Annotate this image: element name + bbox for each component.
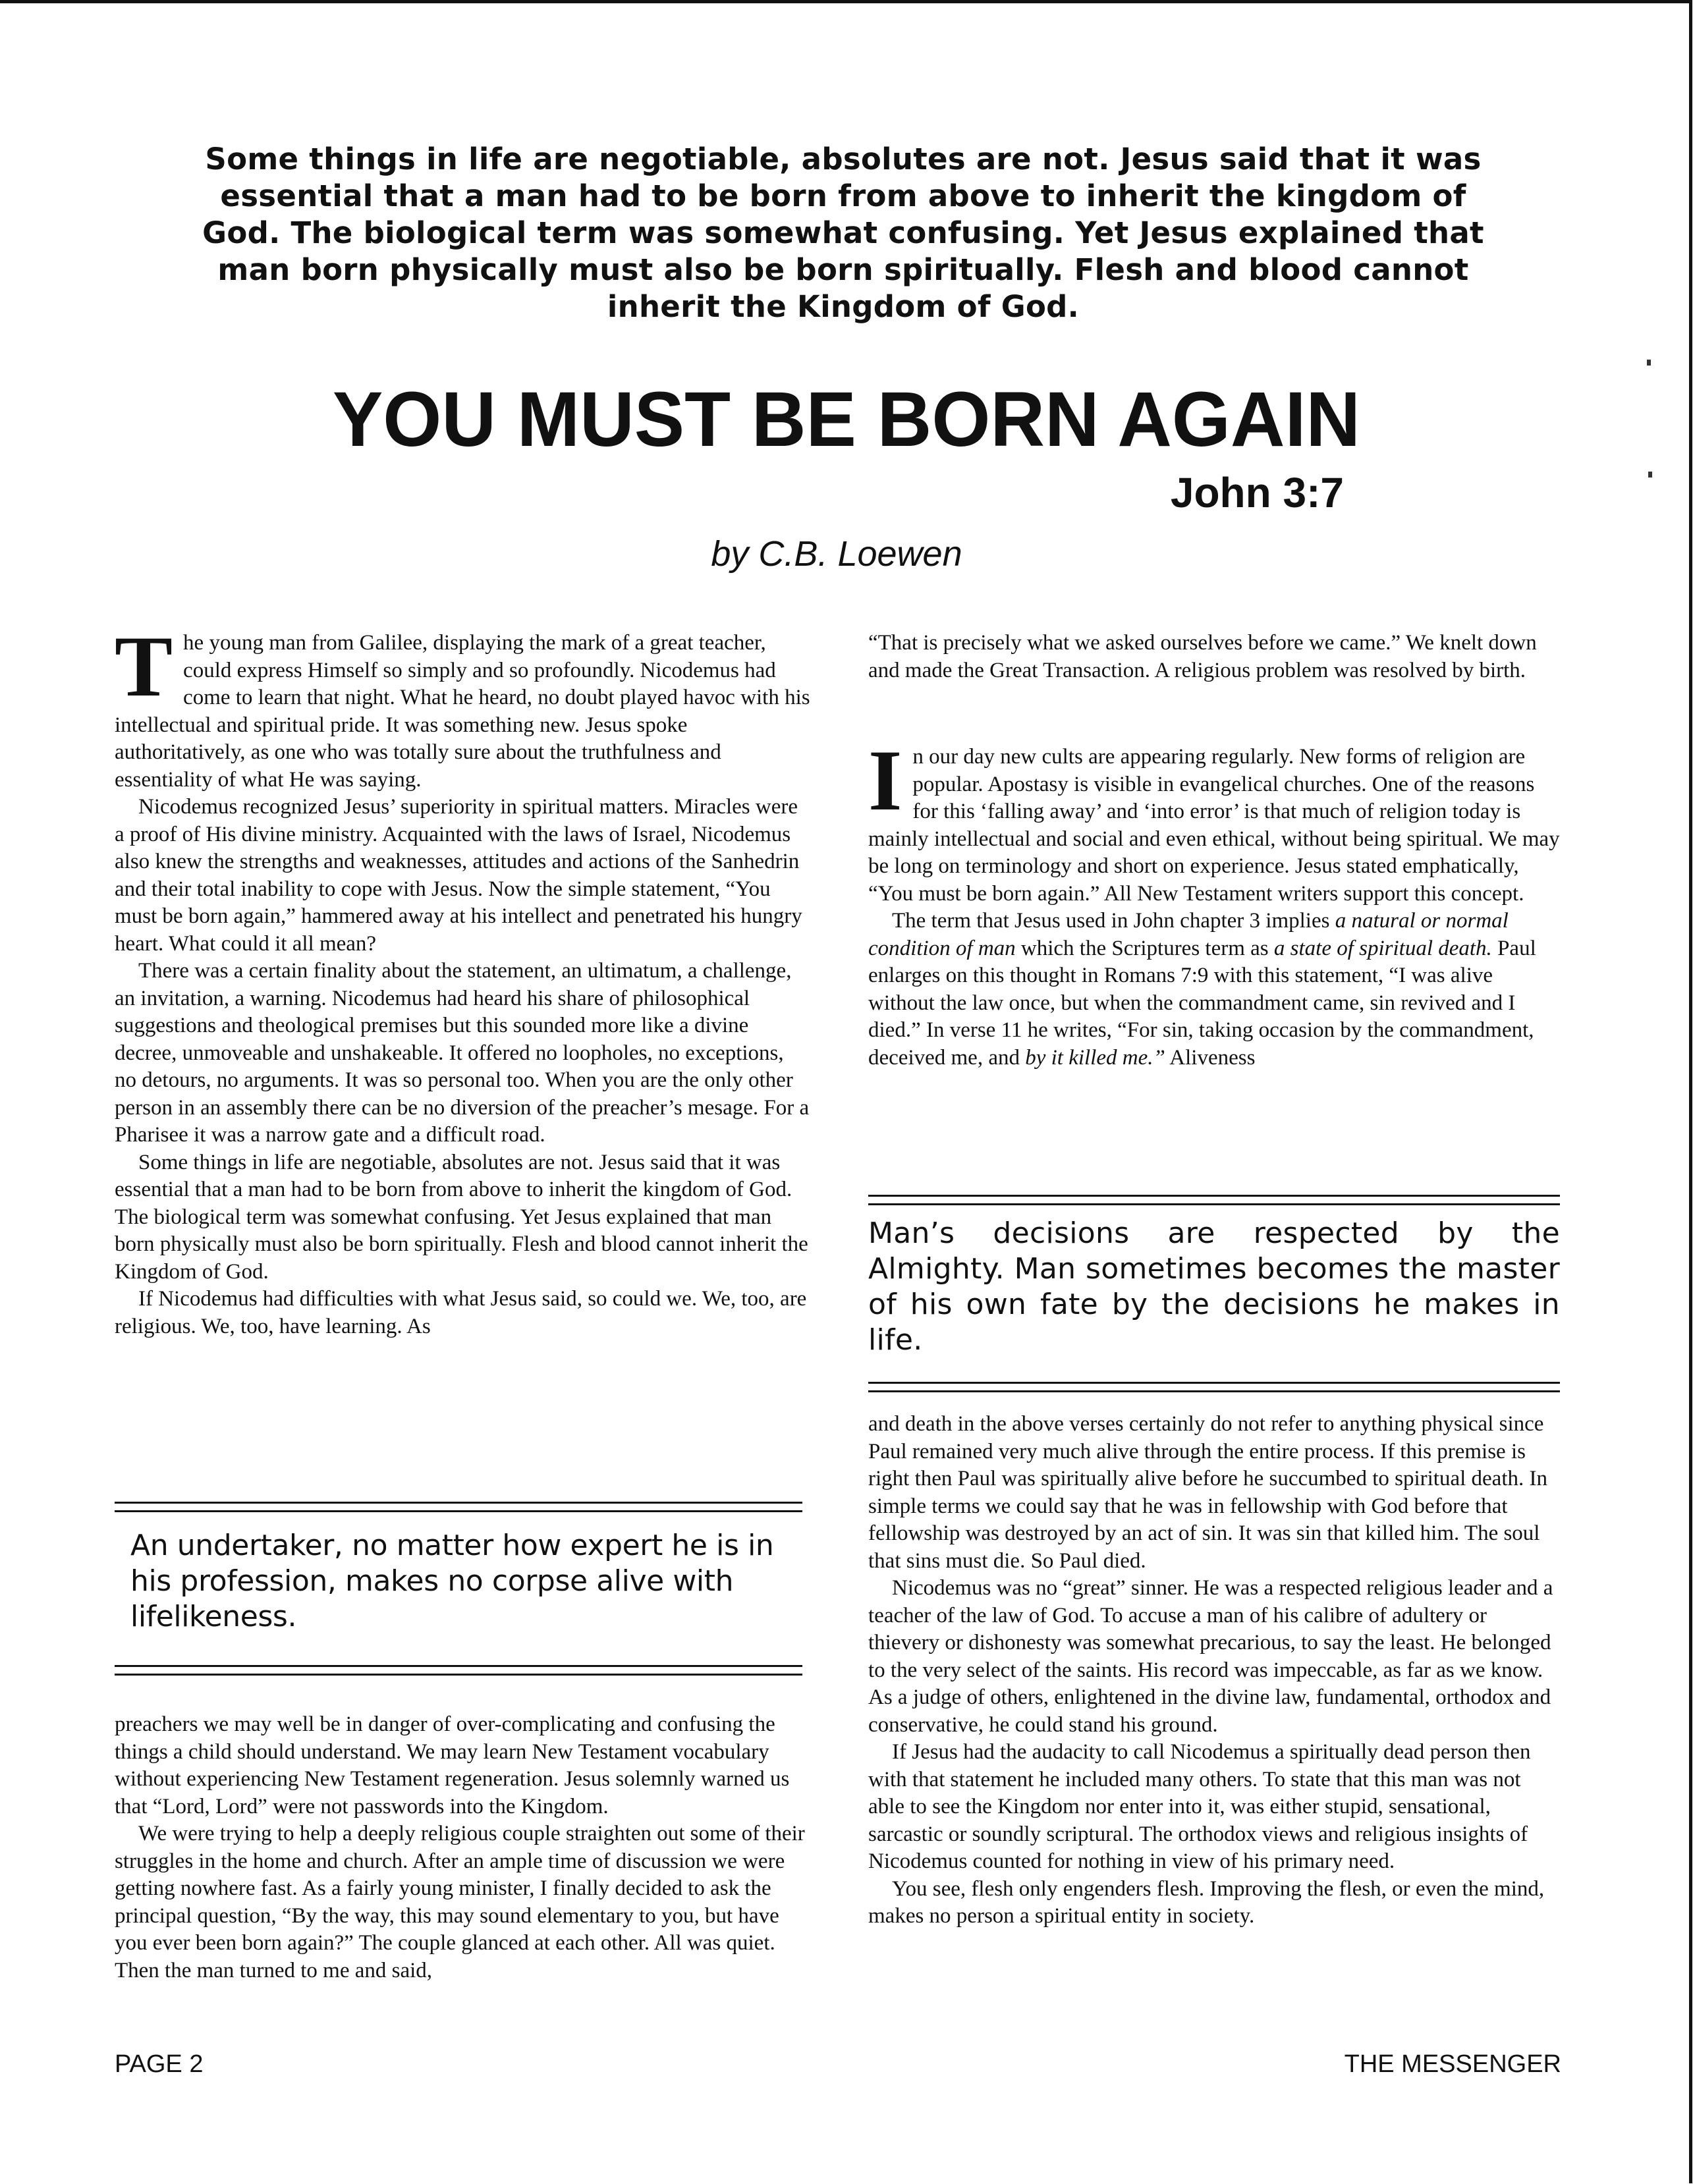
emphasis: a natural or normal condition of man — [868, 909, 1509, 960]
pull-quote-right: Man’s decisions are respected by the Almighty. Man sometimes becomes the master of his own fate by the decisions he makes in life. — [868, 1216, 1560, 1357]
section-spacer — [868, 684, 1561, 744]
paragraph: Some things in life are negotiable, absolutes are not. Jesus said that it was essential that a man had to be born from above to inherit the kingdom of God. The biological term was somewhat confusing. Yet Jesus explained that man born physically must also be born spiritually. Flesh and blood cannot inherit the Kingdom of God. — [115, 1150, 808, 1284]
paragraph: There was a certain finality about the statement, an ultimatum, a challenge, an invitation, a warning. Nicodemus had heard his share of philosophical suggestions and theological premises but this sounded more like a divine decree, unmoveable and unshakeable. It offered no loopholes, no exceptions, no detours, no arguments. It was so personal too. When you are the only other person in an assembly there can be no diversion of the preacher’s mesage. For a Pharisee it was a narrow gate and a difficult road. — [115, 959, 810, 1147]
paragraph: and death in the above verses certainly do not refer to anything physical since Paul remained very much alive through the entire process. If this premise is right then Paul was spiritually alive before he succumbed to spiritual death. In simple terms we could say that he was in fellowship with God before that fellowship was destroyed by an act of sin. It was sin that killed him. The soul that sins must die. So Paul died. — [868, 1412, 1547, 1573]
text-run: The term that Jesus used in John chapter 3 implies — [892, 909, 1335, 933]
intro-blurb: Some things in life are negotiable, absolutes are not. Jesus said that it was essential that a man had to be born from above to inherit the kingdom of God. The biological term was somewhat confusing. Yet Jesus explained that man born physically must also be born spiritually. Flesh and blood cannot inherit the Kingdom of God. — [202, 142, 1484, 324]
paragraph — [868, 908, 1561, 1072]
paragraph: If Nicodemus had difficulties with what Jesus said, so could we. We, too, are religious. We, too, have learning. As — [115, 1287, 807, 1338]
scan-speck — [1648, 472, 1652, 478]
paragraph: If Jesus had the audacity to call Nicodemus a spiritually dead person then with that statement he included many others. To state that this man was not able to see the Kingdom nor enter into it, was either stupid, sensational, sarcastic or soundly scriptural. The orthodox views and religious insights of Nicodemus counted for nothing in view of his primary need. — [868, 1740, 1531, 1873]
drop-cap: I — [868, 732, 902, 829]
paragraph: “That is precisely what we asked ourselves before we came.” We knelt down and made the Great Transaction. A religious problem was resolved by birth. — [868, 631, 1537, 682]
divider-rule — [868, 1195, 1560, 1197]
divider-rule — [868, 1203, 1560, 1205]
pull-quote-left: An undertaker, no matter how expert he is in his profession, makes no corpse alive with lifelikeness. — [130, 1529, 774, 1633]
column-2-top — [868, 630, 1561, 1072]
paragraph — [115, 618, 810, 794]
page-number: PAGE 2 — [115, 2050, 204, 2078]
article-title: YOU MUST BE BORN AGAIN — [332, 376, 1361, 463]
paragraph: You see, flesh only engenders flesh. Improving the flesh, or even the mind, makes no person a spiritual entity in society. — [868, 1876, 1545, 1928]
publication-name: THE MESSENGER — [1344, 2050, 1561, 2078]
paragraph-text: n our day new cults are appearing regularly. New forms of religion are popular. Apostasy is visible in evangelical churches. One of the reasons for this ‘falling away’ and ‘into error’ is that much of religion today is mainly intellectual and social and even ethical, without being spiritual. We may be long on terminology and short on experience. Jesus stated emphatically, “You must be born again.” All New Testament writers support this concept. — [868, 745, 1560, 906]
paragraph: Nicodemus recognized Jesus’ superiority in spiritual matters. Miracles were a proof of His divine ministry. Acquainted with the laws of Israel, Nicodemus also knew the strengths and weaknesses, attitudes and actions of the Sanhedrin and their total inability to cope with Jesus. Now the simple statement, “You must be born again,” hammered away at his intellect and penetrated his hungry heart. What could it all mean? — [115, 795, 802, 956]
divider-rule — [868, 1390, 1560, 1392]
column-1-bottom — [115, 1711, 810, 1984]
drop-cap: T — [115, 618, 173, 715]
column-1-top — [115, 618, 810, 1340]
scripture-reference: John 3:7 — [1170, 469, 1344, 516]
divider-rule — [115, 1665, 802, 1667]
text-run: Paul enlarges on this thought in Romans 7:9 with this statement, “I was alive without the law once, but when the commandment came, sin revived and I died.” In verse 11 he writes, “For sin, taking occasion by the commandment, deceived me, and — [868, 936, 1536, 1070]
divider-rule — [115, 1510, 802, 1512]
paragraph-text: he young man from Galilee, displaying the mark of a great teacher, could express Himself so simply and so profoundly. Nicodemus had come to learn that night. What he heard, no doubt played havoc with his intellectual and spiritual pride. It was something new. Jesus spoke authoritatively, as one who was totally sure about the truthfulness and essentiality of what He was saying. — [115, 631, 810, 792]
paragraph: preachers we may well be in danger of over-complicating and confusing the things a child should understand. We may learn New Testament vocabulary without experiencing New Testament regeneration. Jesus solemnly warned us that “Lord, Lord” were not passwords into the Kingdom. — [115, 1712, 790, 1818]
scan-speck — [1647, 360, 1651, 366]
byline: by C.B. Loewen — [711, 534, 962, 574]
paragraph: Nicodemus was no “great” sinner. He was a respected religious leader and a teacher of the law of God. To accuse a man of his calibre of adultery or thievery or dishonesty was somewhat precarious, to say the least. He belonged to the very select of the saints. His record was impeccable, as far as we know. As a judge of others, enlightened in the divine law, fundamental, orthodox and conservative, he could stand his ground. — [868, 1576, 1553, 1737]
column-2-bottom — [868, 1411, 1561, 1930]
text-run: Aliveness — [1165, 1045, 1256, 1070]
divider-rule — [868, 1382, 1560, 1384]
paragraph: We were trying to help a deeply religious couple straighten out some of their struggles in the home and church. After an ample time of discussion we were getting nowhere fast. As a fairly young minister, I finally decided to ask the principal question, “By the way, this may sound elementary to you, but have you ever been born again?” The couple glanced at each other. All was quiet. Then the man turned to me and said, — [115, 1822, 805, 1982]
emphasis: by it killed me.” — [1025, 1045, 1165, 1070]
text-run: which the Scriptures term as — [1015, 936, 1274, 960]
emphasis: a state of spiritual death. — [1273, 936, 1492, 960]
paragraph — [868, 732, 1561, 908]
divider-rule — [115, 1502, 802, 1504]
divider-rule — [115, 1674, 802, 1676]
